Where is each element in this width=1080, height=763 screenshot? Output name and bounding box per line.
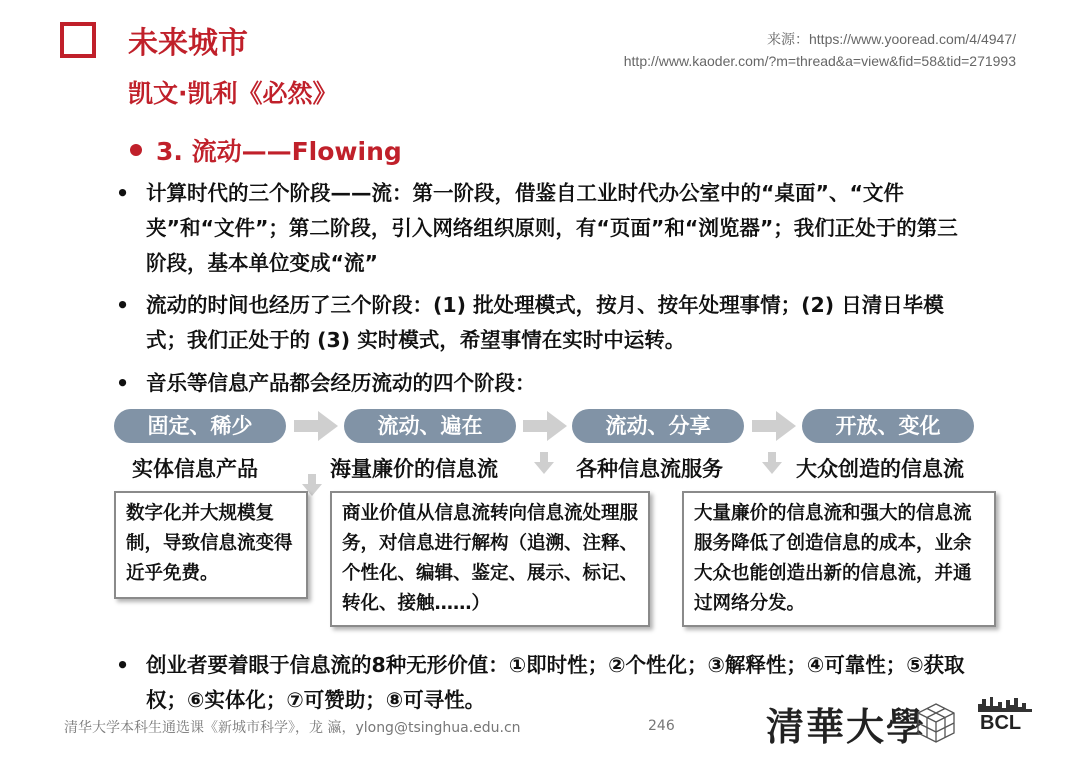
source-line-2[interactable]: http://www.kaoder.com/?m=thread&a=view&fid=58&tid=271993 xyxy=(623,53,1016,69)
arrow-down-icon xyxy=(762,452,782,474)
stage-note-box-1: 数字化并大规模复制，导致信息流变得近乎免费。 xyxy=(114,491,308,599)
source-citation xyxy=(624,28,1016,72)
page-title: 未来城市 xyxy=(128,26,248,61)
arrow-right-icon xyxy=(523,411,567,441)
stage-label-1: 实体信息产品 xyxy=(132,457,258,481)
bullet-mark: • xyxy=(116,181,130,205)
stage-note-box-2: 商业价值从信息流转向信息流处理服务，对信息进行解构（追溯、注释、个性化、编辑、鉴定、展示、标记、转化、接触……） xyxy=(330,491,650,627)
stage-label-3: 各种信息流服务 xyxy=(576,457,723,481)
stage-label-4: 大众创造的信息流 xyxy=(796,457,964,481)
page-number: 246 xyxy=(648,718,675,734)
arrow-right-icon xyxy=(294,411,338,441)
footer-course-info: 清华大学本科生通选课《新城市科学》，龙 瀛，ylong@tsinghua.edu.cn xyxy=(64,720,521,736)
arrow-down-icon xyxy=(534,452,554,474)
arrow-right-icon xyxy=(752,411,796,441)
stage-note-box-3: 大量廉价的信息流和强大的信息流服务降低了创造信息的成本，业余大众也能创造出新的信息流，并通过网络分发。 xyxy=(682,491,996,627)
bullet-mark: • xyxy=(116,653,130,677)
bullet-mark: • xyxy=(116,293,130,317)
cube-logo-icon xyxy=(914,702,958,744)
bullet-mark: • xyxy=(116,371,130,395)
bullet-item-3 xyxy=(116,366,976,401)
bullet-item-2 xyxy=(116,288,976,358)
bullet-dot-icon xyxy=(130,144,142,156)
bullet-text: 计算时代的三个阶段——流：第一阶段，借鉴自工业时代办公室中的“桌面”、“文件夹”和“文件”；第二阶段，引入网络组织原则，有“页面”和“浏览器”；我们正处于的第三阶段，基本单位变成“流” xyxy=(146,181,958,275)
section-heading xyxy=(130,132,402,168)
stage-label-2: 海量廉价的信息流 xyxy=(330,457,498,481)
page-subtitle: 凯文·凯利《必然》 xyxy=(128,79,338,108)
stage-pill-4: 开放、变化 xyxy=(802,409,974,443)
stage-pill-3: 流动、分享 xyxy=(572,409,744,443)
bullet-text: 创业者要着眼于信息流的8种无形价值：①即时性；②个性化；③解释性；④可靠性；⑤获取权；⑥实体化；⑦可赞助；⑧可寻性。 xyxy=(146,653,965,712)
bullet-text: 流动的时间也经历了三个阶段：(1) 批处理模式，按月、按年处理事情；(2) 日清日毕模式；我们正处于的 (3) 实时模式，希望事情在实时中运转。 xyxy=(146,293,944,352)
bcl-logo-text: BCL xyxy=(980,712,1022,734)
skyline-icon xyxy=(976,694,1034,714)
stage-pill-1: 固定、稀少 xyxy=(114,409,286,443)
source-line-1[interactable]: 来源：https://www.yooread.com/4/4947/ xyxy=(767,31,1016,47)
bcl-logo xyxy=(976,694,1034,742)
section-heading-text: 3. 流动——Flowing xyxy=(156,137,402,166)
bullet-text: 音乐等信息产品都会经历流动的四个阶段： xyxy=(146,371,536,395)
bullet-item-1 xyxy=(116,176,976,281)
stage-pill-2: 流动、遍在 xyxy=(344,409,516,443)
title-square-icon xyxy=(60,22,96,58)
tsinghua-logo: 清華大學 xyxy=(766,704,927,749)
